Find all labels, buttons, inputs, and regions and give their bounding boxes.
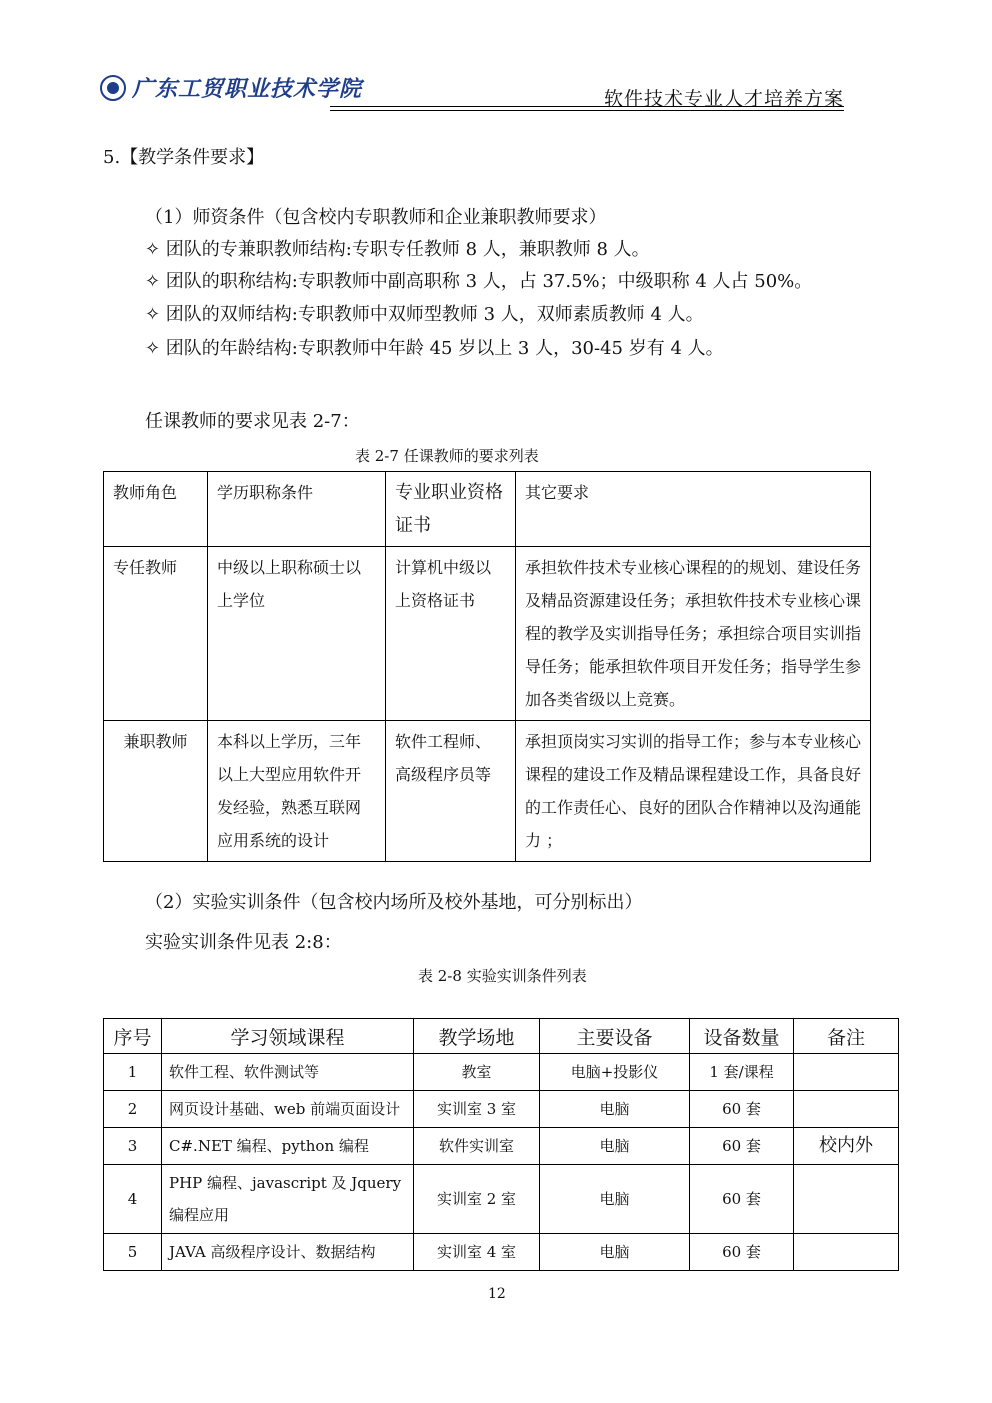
table-row — [104, 721, 871, 862]
table-cell: 承担顶岗实习实训的指导工作；参与本专业核心课程的建设工作及精品课程建设工作，具备良好的工作责任心、良好的团队合作精神以及沟通能力 ； — [516, 721, 871, 862]
header-cell: 主要设备 — [540, 1019, 690, 1054]
table-cell: 3 — [104, 1128, 162, 1165]
school-emblem-icon — [100, 75, 126, 101]
table-cell: 专任教师 — [104, 547, 208, 721]
bullet-item: ✧ 团队的专兼职教师结构:专职专任教师 8 人，兼职教师 8 人。 — [145, 239, 650, 260]
table-cell: 电脑 — [540, 1128, 690, 1165]
subsection-labs: （2）实验实训条件（包含校内场所及校外基地，可分别标出） — [145, 892, 643, 913]
table-cell: 兼职教师 — [104, 721, 208, 862]
section-heading: 5.【教学条件要求】 — [103, 147, 265, 168]
table-cell: 60 套 — [690, 1234, 794, 1271]
table1-caption: 表 2-7 任课教师的要求列表 — [355, 447, 539, 465]
header-cell: 设备数量 — [690, 1019, 794, 1054]
table-cell: JAVA 高级程序设计、数据结构 — [162, 1234, 414, 1271]
table-cell: 电脑+投影仪 — [540, 1054, 690, 1091]
table-row — [104, 1128, 899, 1165]
table-cell: 60 套 — [690, 1128, 794, 1165]
table-cell — [794, 1234, 899, 1271]
table2-intro: 实验实训条件见表 2:8： — [145, 932, 342, 953]
header-cell: 学习领域课程 — [162, 1019, 414, 1054]
table-cell: 实训室 2 室 — [414, 1165, 540, 1234]
table-cell: PHP 编程、javascript 及 Jquery 编程应用 — [162, 1165, 414, 1234]
table-cell: 电脑 — [540, 1165, 690, 1234]
table-cell: 软件实训室 — [414, 1128, 540, 1165]
table-row — [104, 1234, 899, 1271]
lab-conditions-table — [103, 1018, 899, 1271]
table-cell: 实训室 4 室 — [414, 1234, 540, 1271]
table-cell: 60 套 — [690, 1165, 794, 1234]
header-cell: 其它要求 — [516, 472, 871, 547]
school-name: 广东工贸职业技术学院 — [132, 76, 363, 102]
table-cell: 2 — [104, 1091, 162, 1128]
table-cell: 5 — [104, 1234, 162, 1271]
table-row — [104, 547, 871, 721]
page-header — [100, 70, 844, 112]
table-cell: 1 — [104, 1054, 162, 1091]
bullet-item: ✧ 团队的双师结构:专职教师中双师型教师 3 人，双师素质教师 4 人。 — [145, 304, 704, 325]
table1-intro: 任课教师的要求见表 2-7： — [145, 411, 360, 432]
table-cell: 本科以上学历，三年以上大型应用软件开发经验，熟悉互联网应用系统的设计 — [208, 721, 386, 862]
table-cell: 电脑 — [540, 1234, 690, 1271]
table-row — [104, 1165, 899, 1234]
table2-caption: 表 2-8 实验实训条件列表 — [418, 967, 587, 985]
table-row — [104, 1054, 899, 1091]
document-title: 软件技术专业人才培养方案 — [603, 88, 844, 110]
teacher-requirements-table — [103, 471, 871, 862]
page-number: 12 — [488, 1286, 506, 1302]
table-cell: 软件工程、软件测试等 — [162, 1054, 414, 1091]
table-cell: 承担软件技术专业核心课程的的规划、建设任务及精品资源建设任务；承担软件技术专业核心课程的教学及实训指导任务；承担综合项目实训指导任务；能承担软件项目开发任务；指导学生参加各类省级以上竞赛。 — [516, 547, 871, 721]
table-cell: 教室 — [414, 1054, 540, 1091]
table-cell: 网页设计基础、web 前端页面设计 — [162, 1091, 414, 1128]
table-cell: 计算机中级以上资格证书 — [386, 547, 516, 721]
table-cell: C#.NET 编程、python 编程 — [162, 1128, 414, 1165]
header-rule-thin — [330, 110, 844, 111]
header-cell: 专业职业资格证书 — [386, 472, 516, 547]
table-cell — [794, 1054, 899, 1091]
table-cell: 软件工程师、高级程序员等 — [386, 721, 516, 862]
table-cell: 60 套 — [690, 1091, 794, 1128]
table-cell: 4 — [104, 1165, 162, 1234]
table-row — [104, 1091, 899, 1128]
header-cell: 教学场地 — [414, 1019, 540, 1054]
header-cell: 教师角色 — [104, 472, 208, 547]
table-cell: 1 套/课程 — [690, 1054, 794, 1091]
header-cell: 学历职称条件 — [208, 472, 386, 547]
table-cell: 校内外 — [794, 1128, 899, 1165]
table-cell: 电脑 — [540, 1091, 690, 1128]
table-cell — [794, 1091, 899, 1128]
bullet-item: ✧ 团队的年龄结构:专职教师中年龄 45 岁以上 3 人，30-45 岁有 4 人。 — [145, 338, 724, 359]
header-rule — [330, 106, 844, 107]
table-cell: 实训室 3 室 — [414, 1091, 540, 1128]
table-header-row — [104, 472, 871, 547]
table-cell — [794, 1165, 899, 1234]
table-header-row — [104, 1019, 899, 1054]
school-logo — [100, 72, 362, 103]
bullet-item: ✧ 团队的职称结构:专职教师中副高职称 3 人，占 37.5%；中级职称 4 人占 50%。 — [145, 271, 813, 292]
header-cell: 备注 — [794, 1019, 899, 1054]
subsection-teachers: （1）师资条件（包含校内专职教师和企业兼职教师要求） — [145, 207, 607, 228]
header-cell: 序号 — [104, 1019, 162, 1054]
table-cell: 中级以上职称硕士以上学位 — [208, 547, 386, 721]
